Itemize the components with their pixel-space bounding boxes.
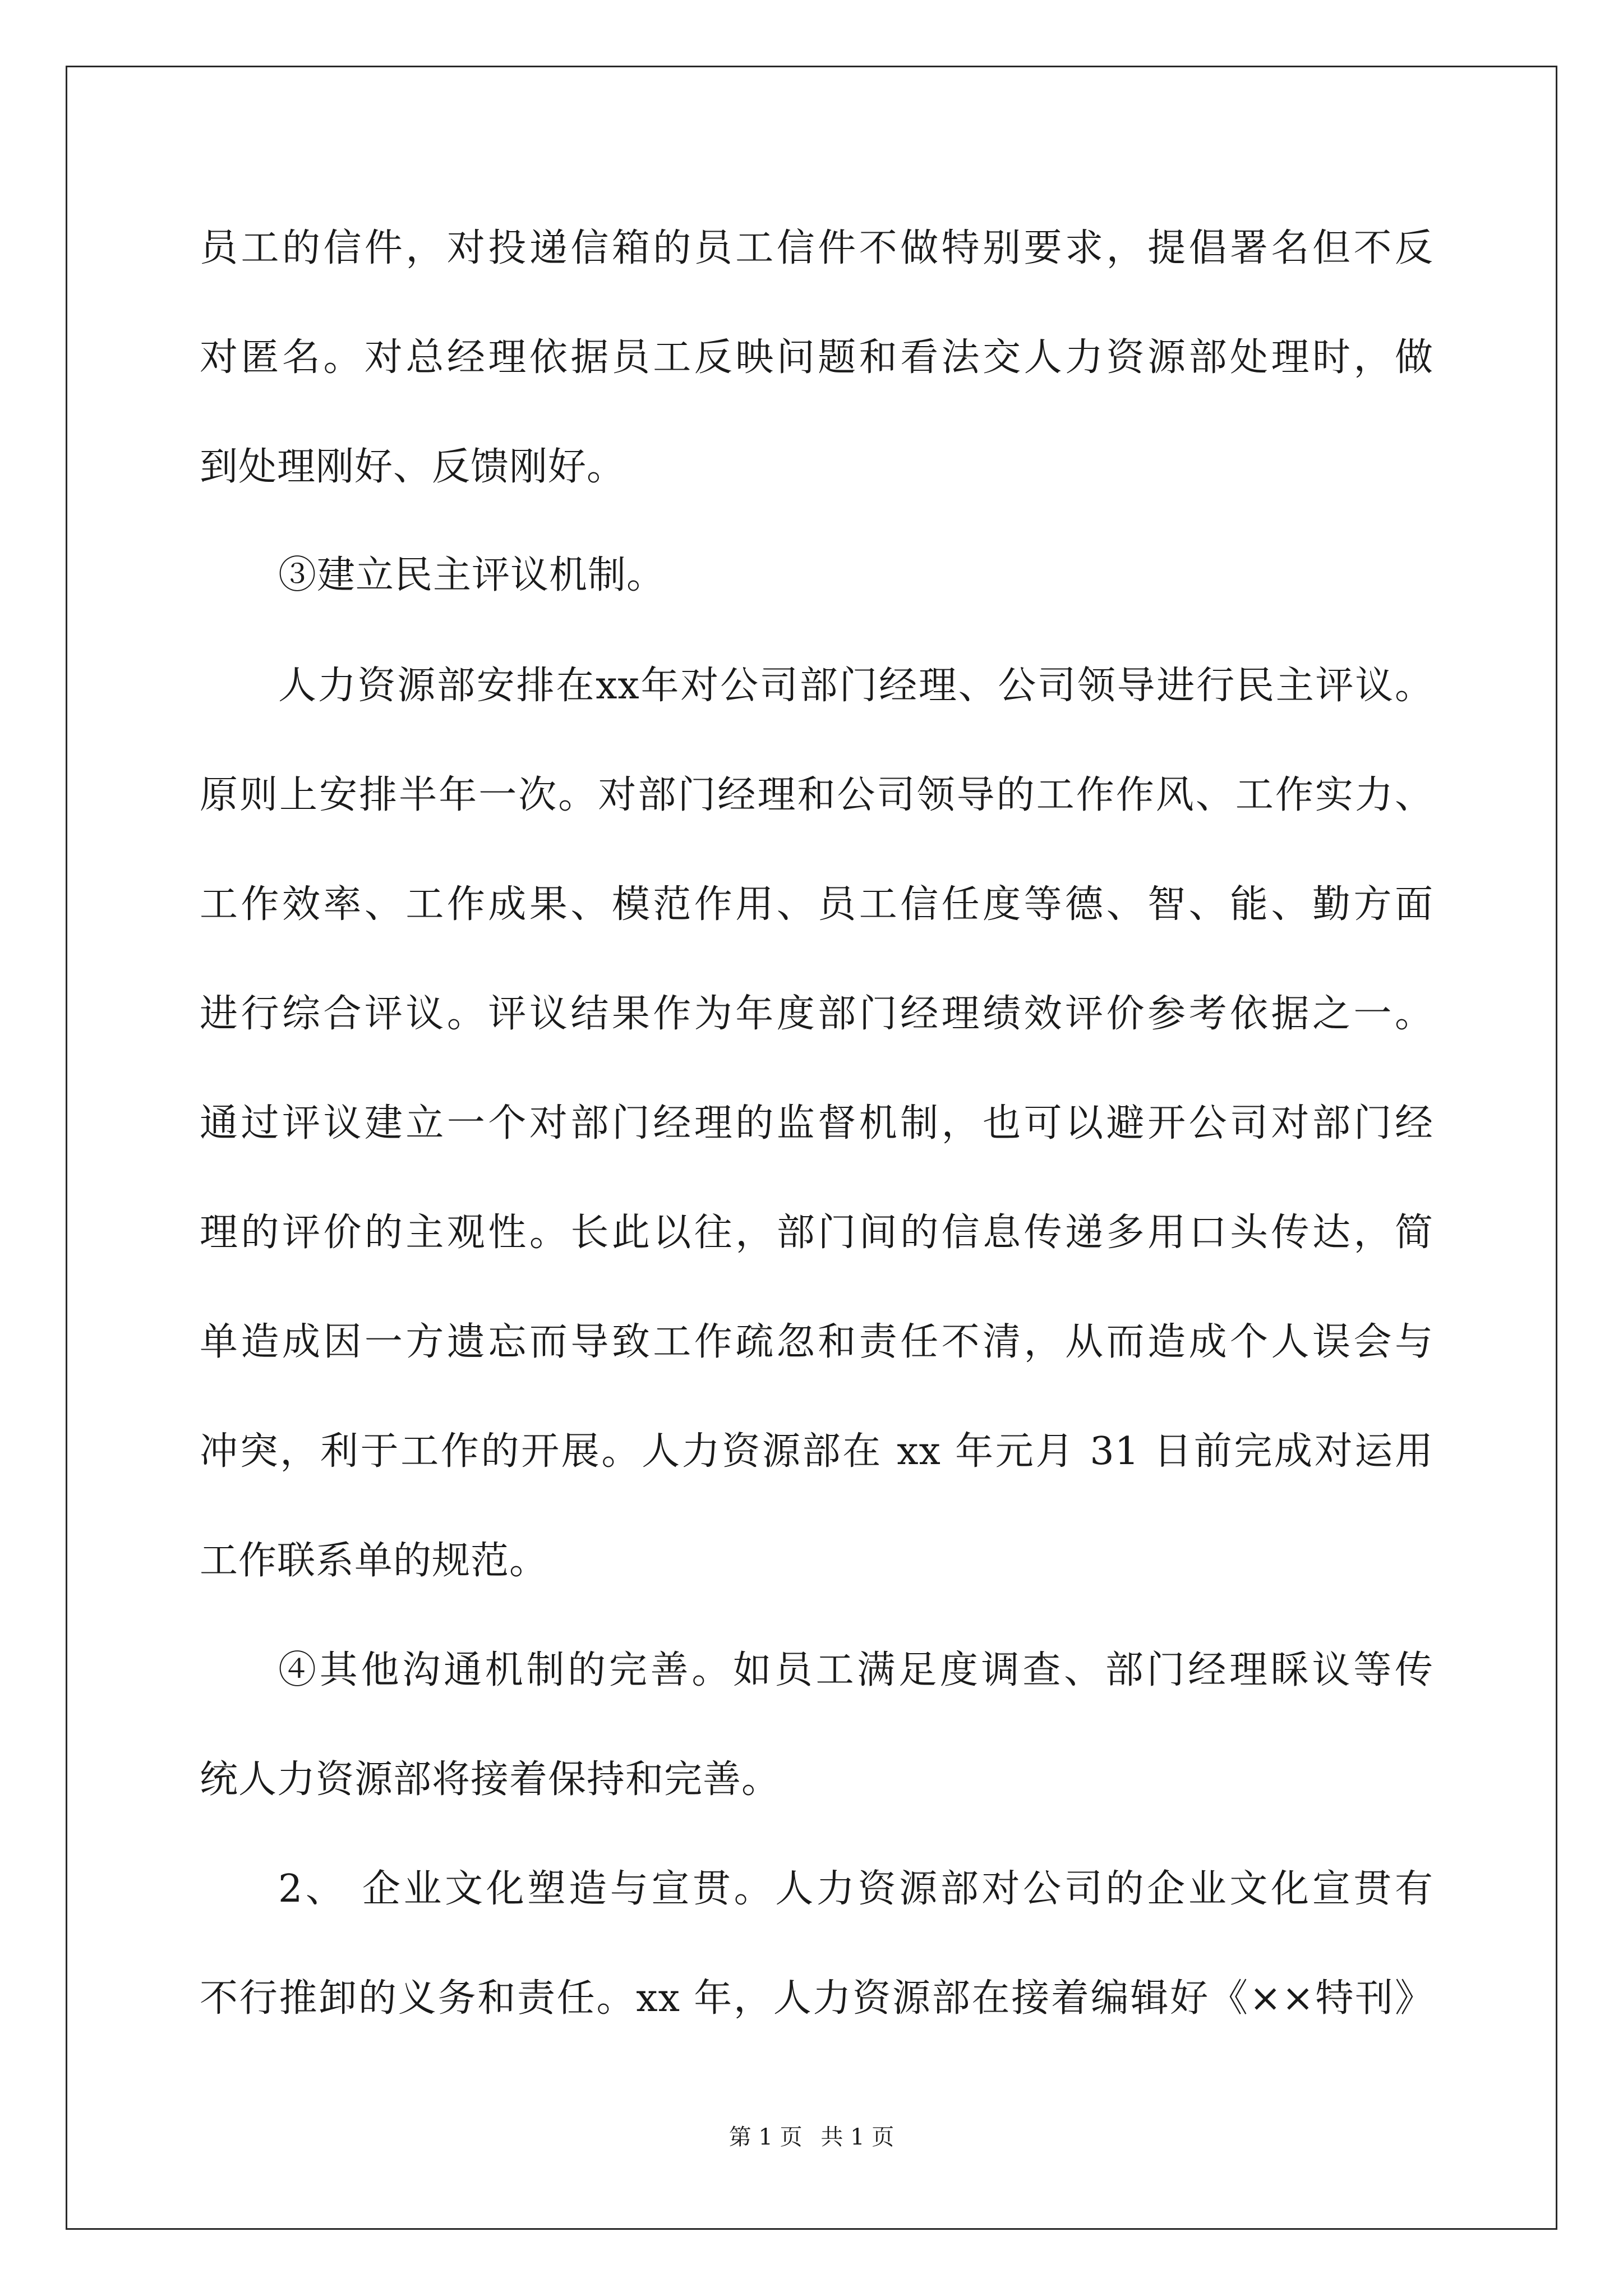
text-line: 统人力资源部将接着保持和完善。 xyxy=(200,1757,781,1802)
text-line: 进行综合评议。评议结果作为年度部门经理绩效评价参考依据之一。 xyxy=(200,992,1433,1036)
text-line: 员工的信件，对投递信箱的员工信件不做特别要求，提倡署名但不反 xyxy=(200,226,1433,270)
text-line: 单造成因一方遗忘而导致工作疏忽和责任不清，从而造成个人误会与 xyxy=(200,1320,1433,1364)
text-line: 冲突，利于工作的开展。人力资源部在 xx 年元月 31 日前完成对运用 xyxy=(200,1429,1433,1474)
text-line: ④其他沟通机制的完善。如员工满足度调查、部门经理睬议等传 xyxy=(278,1648,1433,1692)
text-line: 2、 企业文化塑造与宣贯。人力资源部对公司的企业文化宣贯有 xyxy=(278,1867,1433,1911)
page-footer xyxy=(0,2120,1623,2154)
text-line: 人力资源部安排在xx年对公司部门经理、公司领导进行民主评议。 xyxy=(278,664,1433,708)
page-number: 第 1 页 xyxy=(728,2124,803,2150)
text-line: 到处理刚好、反馈刚好。 xyxy=(200,445,626,489)
text-line: 通过评议建立一个对部门经理的监督机制，也可以避开公司对部门经 xyxy=(200,1101,1433,1145)
text-line: 工作效率、工作成果、模范作用、员工信任度等德、智、能、勤方面 xyxy=(200,882,1433,927)
text-line: 对匿名。对总经理依据员工反映问题和看法交人力资源部处理时，做 xyxy=(200,335,1433,380)
text-line: 不行推卸的义务和责任。xx 年，人力资源部在接着编辑好《××特刊》 xyxy=(200,1976,1433,2021)
text-line: 工作联系单的规范。 xyxy=(200,1539,548,1583)
text-line: 原则上安排半年一次。对部门经理和公司领导的工作作风、工作实力、 xyxy=(200,773,1433,817)
text-line: ③建立民主评议机制。 xyxy=(278,553,666,597)
text-line: 理的评价的主观性。长此以往，部门间的信息传递多用口头传达，简 xyxy=(200,1211,1433,1255)
page-total: 共 1 页 xyxy=(820,2124,895,2150)
